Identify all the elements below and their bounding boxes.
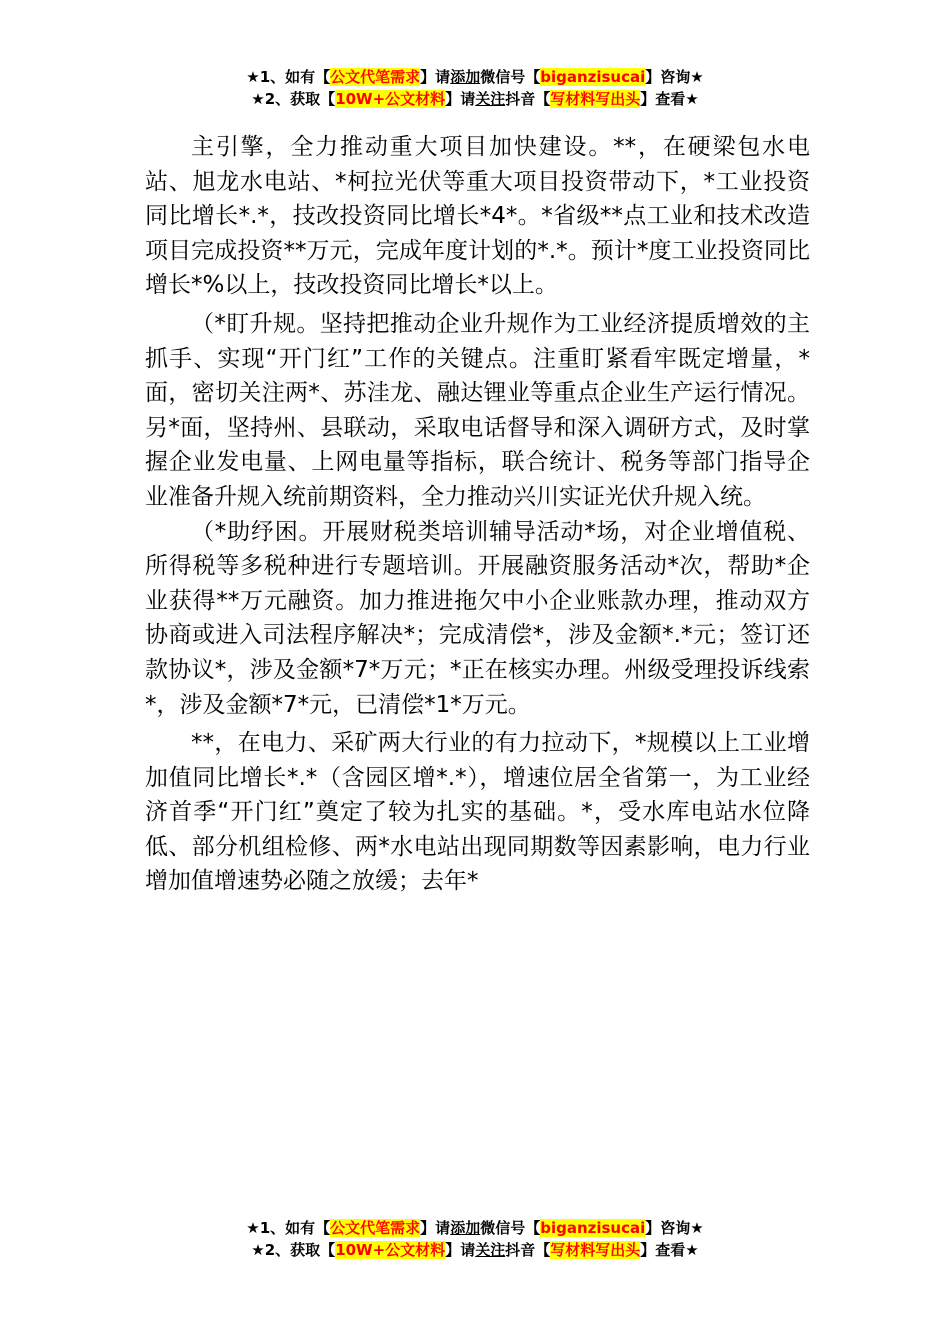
highlight-wechat-id: biganzisucai <box>540 1219 646 1237</box>
banner-text: 】查看★ <box>640 90 699 108</box>
banner-text: 】咨询★ <box>645 68 704 86</box>
banner-text: 】请 <box>420 68 451 86</box>
header-banner <box>0 66 950 110</box>
banner-underlined-text: 添加 <box>450 68 481 86</box>
footer-banner <box>0 1217 950 1261</box>
banner-text: ★2、获取【 <box>251 1241 336 1259</box>
banner-text: 微信号【 <box>480 1219 541 1237</box>
paragraph: （*助纾困。开展财税类培训辅导活动*场，对企业增值税、所得税等多税种进行专题培训。开展融资服务活动*次，帮助*企业获得**万元融资。加力推进拖欠中小企业账款办理，推动双方协商或进入司法程序解决*；完成清偿*，涉及金额*.*元；签订还款协议*，涉及金额*7*万元；*正在核实办理。州级受理投诉线索*，涉及金额*7*元，已清偿*1*万元。 <box>145 518 810 718</box>
highlight-service: 公文代笔需求 <box>330 1219 421 1237</box>
highlight-douyin-account: 写材料写出头 <box>550 1241 641 1259</box>
banner-text: ★1、如有【 <box>246 1219 331 1237</box>
banner-text: ★1、如有【 <box>246 68 331 86</box>
banner-text: 抖音【 <box>505 1241 551 1259</box>
banner-text: 微信号【 <box>480 68 541 86</box>
banner-text: 】请 <box>445 90 476 108</box>
paragraph: **，在电力、采矿两大行业的有力拉动下，*规模以上工业增加值同比增长*.*（含园区增*.*），增速位居全省第一，为工业经济首季“开门红”奠定了较为扎实的基础。*，受水库电站水位降低、部分机组检修、两*水电站出现同期数等因素影响，电力行业增加值增速势必随之放缓；去年* <box>145 730 810 895</box>
highlight-service: 公文代笔需求 <box>330 68 421 86</box>
banner-text: 】请 <box>420 1219 451 1237</box>
banner-line-1 <box>0 66 950 88</box>
banner-underlined-text: 添加 <box>450 1219 481 1237</box>
paragraph: （*盯升规。坚持把推动企业升规作为工业经济提质增效的主抓手、实现“开门红”工作的关键点。注重盯紧看牢既定增量，*面，密切关注两*、苏洼龙、融达锂业等重点企业生产运行情况。另*面，坚持州、县联动，采取电话督导和深入调研方式，及时掌握企业发电量、上网电量等指标，联合统计、税务等部门指导企业准备升规入统前期资料，全力推动兴川实证光伏升规入统。 <box>145 310 810 510</box>
highlight-douyin-account: 写材料写出头 <box>550 90 641 108</box>
banner-text: ★2、获取【 <box>251 90 336 108</box>
paragraph: 主引擎，全力推动重大项目加快建设。**，在硬梁包水电站、旭龙水电站、*柯拉光伏等重大项目投资带动下，*工业投资同比增长*.*，技改投资同比增长*4*。*省级**点工业和技术改造项目完成投资**万元，完成年度计划的*.*。预计*度工业投资同比增长*%以上，技改投资同比增长*以上。 <box>145 134 810 299</box>
banner-underlined-text: 关注 <box>475 1241 506 1259</box>
banner-line-2 <box>0 88 950 110</box>
banner-underlined-text: 关注 <box>475 90 506 108</box>
banner-text: 】咨询★ <box>645 1219 704 1237</box>
banner-line-1 <box>0 1217 950 1239</box>
banner-text: 】查看★ <box>640 1241 699 1259</box>
document-body <box>145 130 810 899</box>
banner-line-2 <box>0 1239 950 1261</box>
highlight-materials: 10W+公文材料 <box>335 1241 446 1259</box>
banner-text: 抖音【 <box>505 90 551 108</box>
highlight-wechat-id: biganzisucai <box>540 68 646 86</box>
banner-text: 】请 <box>445 1241 476 1259</box>
highlight-materials: 10W+公文材料 <box>335 90 446 108</box>
